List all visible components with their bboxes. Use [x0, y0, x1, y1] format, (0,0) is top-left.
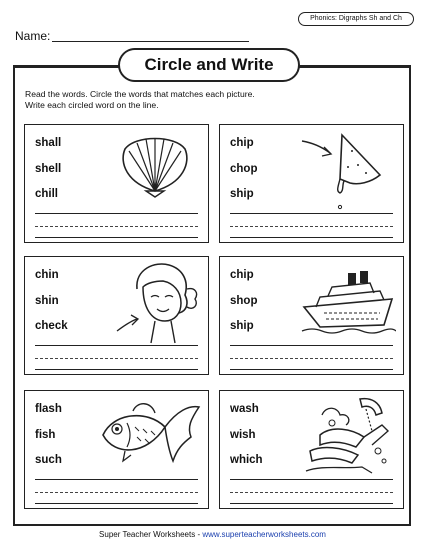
card-5	[24, 390, 209, 509]
chip-icon	[300, 129, 392, 215]
word-option[interactable]: check	[35, 320, 68, 332]
word-option[interactable]: fish	[35, 429, 56, 441]
footer-url-link[interactable]: www.superteacherworksheets.com	[202, 530, 326, 539]
footer	[0, 530, 425, 539]
page-title: Circle and Write	[118, 48, 300, 82]
answer-line-bottom[interactable]	[35, 237, 198, 238]
word-option[interactable]: flash	[35, 403, 62, 415]
answer-line-bottom[interactable]	[230, 237, 393, 238]
word-option[interactable]: such	[35, 454, 62, 466]
seashell-icon	[115, 133, 195, 199]
word-option[interactable]: shop	[230, 295, 258, 307]
word-option[interactable]: chip	[230, 269, 254, 281]
fish-icon	[99, 397, 203, 475]
answer-line-bottom[interactable]	[35, 369, 198, 370]
card-4	[219, 256, 404, 375]
answer-line-top	[230, 479, 393, 480]
answer-line-mid	[35, 492, 198, 493]
title-banner	[0, 47, 425, 85]
word-option[interactable]: chip	[230, 137, 254, 149]
answer-line-top	[35, 213, 198, 214]
answer-line-mid	[35, 358, 198, 359]
word-option[interactable]: shell	[35, 163, 62, 175]
footer-separator: -	[195, 530, 203, 539]
answer-line-bottom[interactable]	[35, 503, 198, 504]
answer-line-bottom[interactable]	[230, 369, 393, 370]
card-2	[219, 124, 404, 243]
word-option[interactable]: wish	[230, 429, 256, 441]
name-line	[52, 41, 249, 42]
word-option[interactable]: chop	[230, 163, 258, 175]
word-option[interactable]: which	[230, 454, 263, 466]
instruction-line-1: Read the words. Circle the words that matches each picture.	[25, 89, 255, 99]
answer-line-mid	[35, 226, 198, 227]
word-option[interactable]: chill	[35, 188, 59, 200]
word-option[interactable]: wash	[230, 403, 259, 415]
answer-line-bottom[interactable]	[230, 503, 393, 504]
washing-hands-icon	[302, 395, 394, 479]
answer-line-mid	[230, 358, 393, 359]
answer-line-mid	[230, 226, 393, 227]
instructions	[25, 89, 405, 111]
girl-chin-icon	[115, 259, 201, 345]
answer-line-top	[35, 345, 198, 346]
word-option[interactable]: shin	[35, 295, 59, 307]
instruction-line-2: Write each circled word on the line.	[25, 100, 159, 110]
word-option[interactable]: ship	[230, 320, 254, 332]
answer-line-mid	[230, 492, 393, 493]
topic-tag: Phonics: Digraphs Sh and Ch	[298, 12, 414, 26]
card-6	[219, 390, 404, 509]
cruise-ship-icon	[300, 263, 396, 339]
card-3	[24, 256, 209, 375]
name-label: Name:	[15, 29, 51, 43]
word-option[interactable]: shall	[35, 137, 62, 149]
answer-line-top	[35, 479, 198, 480]
word-option[interactable]: ship	[230, 188, 254, 200]
footer-brand: Super Teacher Worksheets	[99, 530, 196, 539]
word-option[interactable]: chin	[35, 269, 59, 281]
card-1	[24, 124, 209, 243]
answer-line-top	[230, 345, 393, 346]
